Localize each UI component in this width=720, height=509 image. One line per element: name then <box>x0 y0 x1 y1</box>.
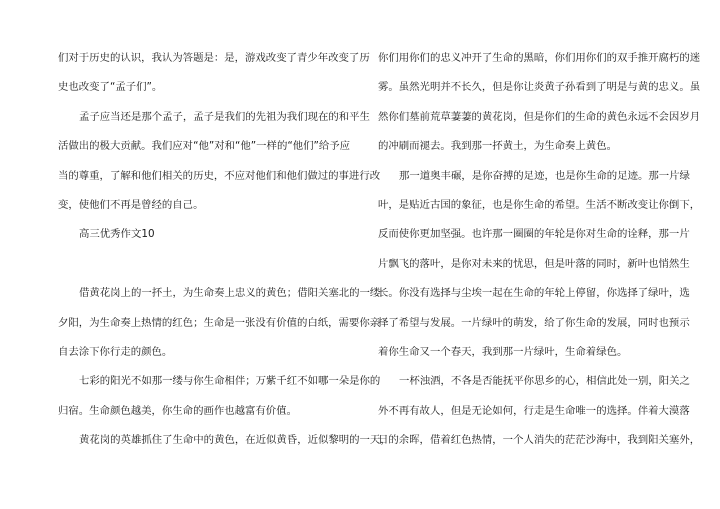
left-column-text-line: 自去涂下你行走的颜色。 <box>58 346 173 358</box>
right-column-text-line: 然你们墓前荒草萋萋的黄花岗，但是你们的生命的黄色永远不会因岁月 <box>378 110 701 123</box>
right-column-text-line: 择了希望与发展。一片绿叶的萌发，给了你生命的发展，同时也预示 <box>378 316 690 329</box>
left-column-text-line: 变，使他们不再是曾经的自己。 <box>58 199 204 211</box>
right-column-text-line: 雾。虽然光明并不长久，但是你让炎黄子孙看到了明是与黄的忠义。虽 <box>378 81 701 94</box>
left-column-text-line: 们对于历史的认识，我认为答题是：是，游戏改变了青少年改变了历 <box>58 52 370 64</box>
left-column-text-line: 史也改变了“孟子们”。 <box>58 81 163 94</box>
left-column-text-line: 夕阳，为生命奏上热情的红色；生命是一张没有价值的白纸，需要你亲 <box>58 316 381 329</box>
left-column-text-line: 七彩的阳光不如那一缕与你生命相伴；万紫千红不如哪一朵是你的 <box>79 375 381 388</box>
left-column-text-line <box>58 256 350 272</box>
left-column-text-line: 借黄花岗上的一抔土，为生命奏上忠义的黄色；借阳关塞北的一缕 <box>79 287 381 300</box>
right-column-text-line: 叶，是贴近古国的象征，也是你生命的希望。生活不断改变让你倒下， <box>378 199 701 211</box>
left-column-text-line: 归宿。生命颜色越美，你生命的画作也越富有价值。 <box>58 404 297 417</box>
right-column-text-line: 那一道奥丰碾，是你奋搏的足迹，也是你生命的足迹。那一片绿 <box>399 169 690 182</box>
right-column-text-line: 片飘飞的落叶，是你对未来的忧思，但是叶落的同时，新叶也悄然生 <box>378 257 690 270</box>
left-column-text-line: 孟子应当还是那个孟子，孟子是我们的先祖为我们现在的和平生 <box>79 110 370 123</box>
right-column-text-line: 着你生命又一个春天，我到那一片绿叶，生命着绿色。 <box>378 346 628 358</box>
right-column-text-line: 一杯浊酒，不各是否能抚平你思乡的心，相信此处一别，阳关之 <box>399 375 690 388</box>
left-column-text-line: 当的尊重，了解和他们相关的历史，不应对他们和他们做过的事进行改 <box>58 169 381 182</box>
right-column-text-line: 你们用你们的忠义冲开了生命的黑暗，你们用你们的双手推开腐朽的迷 <box>378 52 701 64</box>
left-column-text-line: 活做出的极大贡献。我们应对“他”对和“他”一样的“他们”给予应 <box>58 140 351 153</box>
right-column-text-line: 外不再有故人，但是无论如何，行走是生命唯一的选择。伴着大漠落 <box>378 404 690 417</box>
right-column-text-line: 日的余晖，借着红色热情，一个人消失的茫茫沙海中，我到阳关塞外， <box>378 434 701 447</box>
right-column-text-line: 的冲刷而褪去。我到那一抔黄土，为生命奏上黄色。 <box>378 140 617 153</box>
left-column-text-line: 高三优秀作文10 <box>79 228 155 241</box>
left-column-text-line: 黄花岗的英雄抓住了生命中的黄色，在近似黄昏，近似黎明的一天， <box>79 434 391 447</box>
right-column-text-line: 反而使你更加坚强。也许那一圈圈的年轮是你对生命的诠释，那一片 <box>378 228 690 241</box>
right-column-text-line: 长。你没有选择与尘埃一起在生命的年轮上停留，你选择了绿叶，选 <box>378 287 690 300</box>
